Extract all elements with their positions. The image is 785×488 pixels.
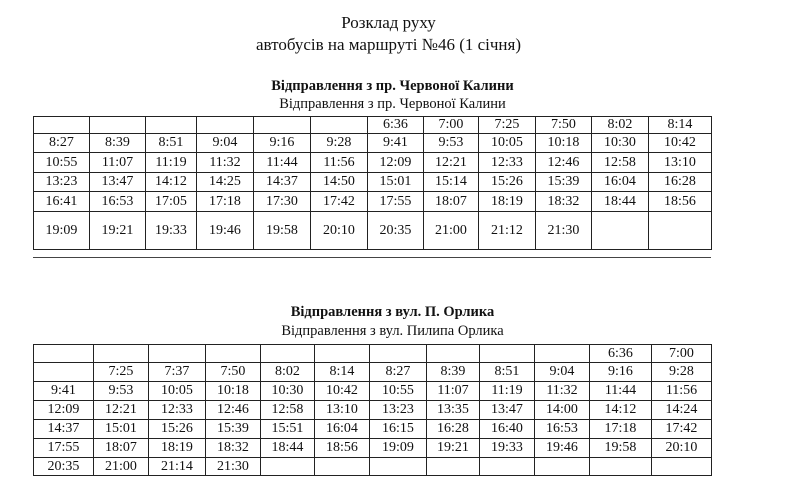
table-cell: 19:09 xyxy=(34,212,90,250)
table-cell xyxy=(592,212,649,250)
table-cell: 10:30 xyxy=(261,382,315,401)
table-cell: 9:04 xyxy=(535,363,590,382)
table-cell: 11:19 xyxy=(146,153,197,173)
table-cell: 14:12 xyxy=(146,173,197,192)
table-cell: 19:58 xyxy=(254,212,311,250)
section2-heading: Відправлення з вул. П. Орлика xyxy=(290,304,495,320)
table-cell: 13:35 xyxy=(427,401,480,420)
table-cell: 19:21 xyxy=(90,212,146,250)
table-cell: 17:55 xyxy=(34,439,94,458)
table-cell: 17:55 xyxy=(368,192,424,212)
table-cell: 21:30 xyxy=(206,458,261,476)
table-cell: 8:27 xyxy=(370,363,427,382)
table-cell: 10:05 xyxy=(149,382,206,401)
table-cell: 14:50 xyxy=(311,173,368,192)
table-cell: 12:09 xyxy=(34,401,94,420)
table-cell: 7:37 xyxy=(149,363,206,382)
table-cell: 17:42 xyxy=(311,192,368,212)
table-cell: 8:39 xyxy=(90,134,146,153)
table-cell: 12:46 xyxy=(536,153,592,173)
table-cell: 21:00 xyxy=(94,458,149,476)
table-cell: 7:50 xyxy=(206,363,261,382)
table-cell: 15:26 xyxy=(149,420,206,439)
table-cell: 9:53 xyxy=(424,134,479,153)
table-cell: 7:25 xyxy=(479,117,536,134)
table-cell: 14:24 xyxy=(652,401,712,420)
table-cell: 11:07 xyxy=(427,382,480,401)
table-cell: 16:04 xyxy=(592,173,649,192)
table-cell: 12:09 xyxy=(368,153,424,173)
table-cell: 12:21 xyxy=(424,153,479,173)
section1-subheading: Відправлення з пр. Червоної Калини xyxy=(279,96,506,112)
table-cell xyxy=(34,345,94,363)
table-cell: 14:00 xyxy=(535,401,590,420)
table-cell: 10:55 xyxy=(370,382,427,401)
table-cell: 11:32 xyxy=(197,153,254,173)
table-cell xyxy=(206,345,261,363)
table-cell: 17:18 xyxy=(197,192,254,212)
table-cell: 20:35 xyxy=(368,212,424,250)
table-cell: 17:18 xyxy=(590,420,652,439)
table-cell: 16:28 xyxy=(649,173,712,192)
table-cell: 8:39 xyxy=(427,363,480,382)
table-cell: 16:53 xyxy=(90,192,146,212)
table-cell: 7:00 xyxy=(424,117,479,134)
table-cell: 13:10 xyxy=(649,153,712,173)
table-cell xyxy=(427,345,480,363)
table-cell: 15:39 xyxy=(206,420,261,439)
table-cell: 11:32 xyxy=(535,382,590,401)
table-cell: 9:41 xyxy=(34,382,94,401)
table-cell: 11:19 xyxy=(480,382,535,401)
table-cell: 15:14 xyxy=(424,173,479,192)
table-cell: 20:35 xyxy=(34,458,94,476)
table-cell xyxy=(649,212,712,250)
table-cell: 19:33 xyxy=(146,212,197,250)
table-cell: 16:15 xyxy=(370,420,427,439)
table-cell: 15:01 xyxy=(368,173,424,192)
table-cell: 18:32 xyxy=(206,439,261,458)
table-cell: 13:23 xyxy=(34,173,90,192)
table-cell xyxy=(427,458,480,476)
table-cell: 11:44 xyxy=(254,153,311,173)
table-row xyxy=(34,117,712,134)
table-cell: 12:21 xyxy=(94,401,149,420)
table-cell xyxy=(315,345,370,363)
table-cell xyxy=(34,117,90,134)
table-cell: 12:58 xyxy=(592,153,649,173)
table-cell: 7:25 xyxy=(94,363,149,382)
table1-bottom-border xyxy=(33,257,711,258)
table-cell: 16:41 xyxy=(34,192,90,212)
table-cell: 16:28 xyxy=(427,420,480,439)
table-cell: 11:56 xyxy=(311,153,368,173)
table-cell: 8:14 xyxy=(649,117,712,134)
table-cell: 12:33 xyxy=(149,401,206,420)
table-cell: 10:55 xyxy=(34,153,90,173)
table-cell: 13:23 xyxy=(370,401,427,420)
table-row xyxy=(34,458,712,476)
table-cell xyxy=(590,458,652,476)
table-row xyxy=(34,345,712,363)
table-cell: 18:19 xyxy=(479,192,536,212)
table-cell: 9:16 xyxy=(590,363,652,382)
table-cell: 18:32 xyxy=(536,192,592,212)
table-cell: 7:00 xyxy=(652,345,712,363)
table-cell xyxy=(254,117,311,134)
table-row xyxy=(34,212,712,250)
table-cell: 20:10 xyxy=(311,212,368,250)
table-cell: 19:33 xyxy=(480,439,535,458)
table-row xyxy=(34,420,712,439)
table-cell: 8:02 xyxy=(592,117,649,134)
table-cell: 9:53 xyxy=(94,382,149,401)
table-cell xyxy=(90,117,146,134)
table-cell: 14:37 xyxy=(254,173,311,192)
table-cell xyxy=(370,345,427,363)
table-cell: 12:58 xyxy=(261,401,315,420)
table-cell: 15:01 xyxy=(94,420,149,439)
table-cell: 6:36 xyxy=(590,345,652,363)
table-cell: 19:09 xyxy=(370,439,427,458)
table-cell: 18:44 xyxy=(261,439,315,458)
table-cell: 18:44 xyxy=(592,192,649,212)
table-cell xyxy=(535,458,590,476)
table-cell: 17:30 xyxy=(254,192,311,212)
table-cell: 10:42 xyxy=(649,134,712,153)
table-cell: 21:00 xyxy=(424,212,479,250)
table-cell: 14:37 xyxy=(34,420,94,439)
table-cell: 15:26 xyxy=(479,173,536,192)
table-cell: 18:19 xyxy=(149,439,206,458)
table-cell: 16:04 xyxy=(315,420,370,439)
table-cell: 21:14 xyxy=(149,458,206,476)
table-cell: 19:58 xyxy=(590,439,652,458)
table-cell xyxy=(149,345,206,363)
table-cell: 20:10 xyxy=(652,439,712,458)
table-cell: 14:12 xyxy=(590,401,652,420)
table-cell: 11:44 xyxy=(590,382,652,401)
schedule-table-2 xyxy=(33,344,712,476)
table-row xyxy=(34,363,712,382)
table-cell xyxy=(480,458,535,476)
table-cell xyxy=(480,345,535,363)
table-cell: 18:07 xyxy=(94,439,149,458)
table-cell: 10:05 xyxy=(479,134,536,153)
table-cell: 17:42 xyxy=(652,420,712,439)
table-cell xyxy=(261,345,315,363)
table-cell: 13:47 xyxy=(90,173,146,192)
table-cell: 8:51 xyxy=(146,134,197,153)
table-cell: 11:56 xyxy=(652,382,712,401)
table-cell xyxy=(652,458,712,476)
table-cell: 17:05 xyxy=(146,192,197,212)
table-cell xyxy=(34,363,94,382)
table-cell: 21:30 xyxy=(536,212,592,250)
table-cell: 10:42 xyxy=(315,382,370,401)
table-cell: 18:07 xyxy=(424,192,479,212)
section2-subheading: Відправлення з вул. Пилипа Орлика xyxy=(281,323,504,339)
table-cell: 19:21 xyxy=(427,439,480,458)
table-cell xyxy=(315,458,370,476)
page-title: Розклад руху xyxy=(341,13,436,32)
table-cell: 6:36 xyxy=(368,117,424,134)
table-cell: 9:28 xyxy=(311,134,368,153)
table-cell xyxy=(311,117,368,134)
table-cell: 8:02 xyxy=(261,363,315,382)
table-row xyxy=(34,401,712,420)
table-cell: 13:10 xyxy=(315,401,370,420)
table-cell: 8:51 xyxy=(480,363,535,382)
table-cell: 18:56 xyxy=(649,192,712,212)
table-cell: 8:27 xyxy=(34,134,90,153)
schedule-table-1 xyxy=(33,116,712,250)
table-cell: 15:39 xyxy=(536,173,592,192)
table-row xyxy=(34,382,712,401)
table-cell: 14:25 xyxy=(197,173,254,192)
table-cell: 18:56 xyxy=(315,439,370,458)
table-cell xyxy=(197,117,254,134)
table-cell: 9:41 xyxy=(368,134,424,153)
table-cell: 12:46 xyxy=(206,401,261,420)
table-cell xyxy=(535,345,590,363)
table-cell xyxy=(261,458,315,476)
table-cell: 10:18 xyxy=(206,382,261,401)
page-subtitle: автобусів на маршруті №46 (1 січня) xyxy=(255,35,522,54)
table-cell: 16:53 xyxy=(535,420,590,439)
table-cell: 8:14 xyxy=(315,363,370,382)
table-cell: 16:40 xyxy=(480,420,535,439)
table-cell xyxy=(370,458,427,476)
table-cell: 10:30 xyxy=(592,134,649,153)
table-row xyxy=(34,192,712,212)
table-cell: 19:46 xyxy=(197,212,254,250)
table-row xyxy=(34,134,712,153)
table-cell: 13:47 xyxy=(480,401,535,420)
table-cell: 12:33 xyxy=(479,153,536,173)
table-cell: 7:50 xyxy=(536,117,592,134)
table-cell: 10:18 xyxy=(536,134,592,153)
table-cell: 9:16 xyxy=(254,134,311,153)
table-row xyxy=(34,153,712,173)
table-cell: 21:12 xyxy=(479,212,536,250)
table-cell: 19:46 xyxy=(535,439,590,458)
table-cell: 11:07 xyxy=(90,153,146,173)
table-cell xyxy=(146,117,197,134)
table-cell: 15:51 xyxy=(261,420,315,439)
table-row xyxy=(34,439,712,458)
table-row xyxy=(34,173,712,192)
table-cell: 9:04 xyxy=(197,134,254,153)
table-cell xyxy=(94,345,149,363)
section1-heading: Відправлення з пр. Червоної Калини xyxy=(271,78,514,94)
table-cell: 9:28 xyxy=(652,363,712,382)
